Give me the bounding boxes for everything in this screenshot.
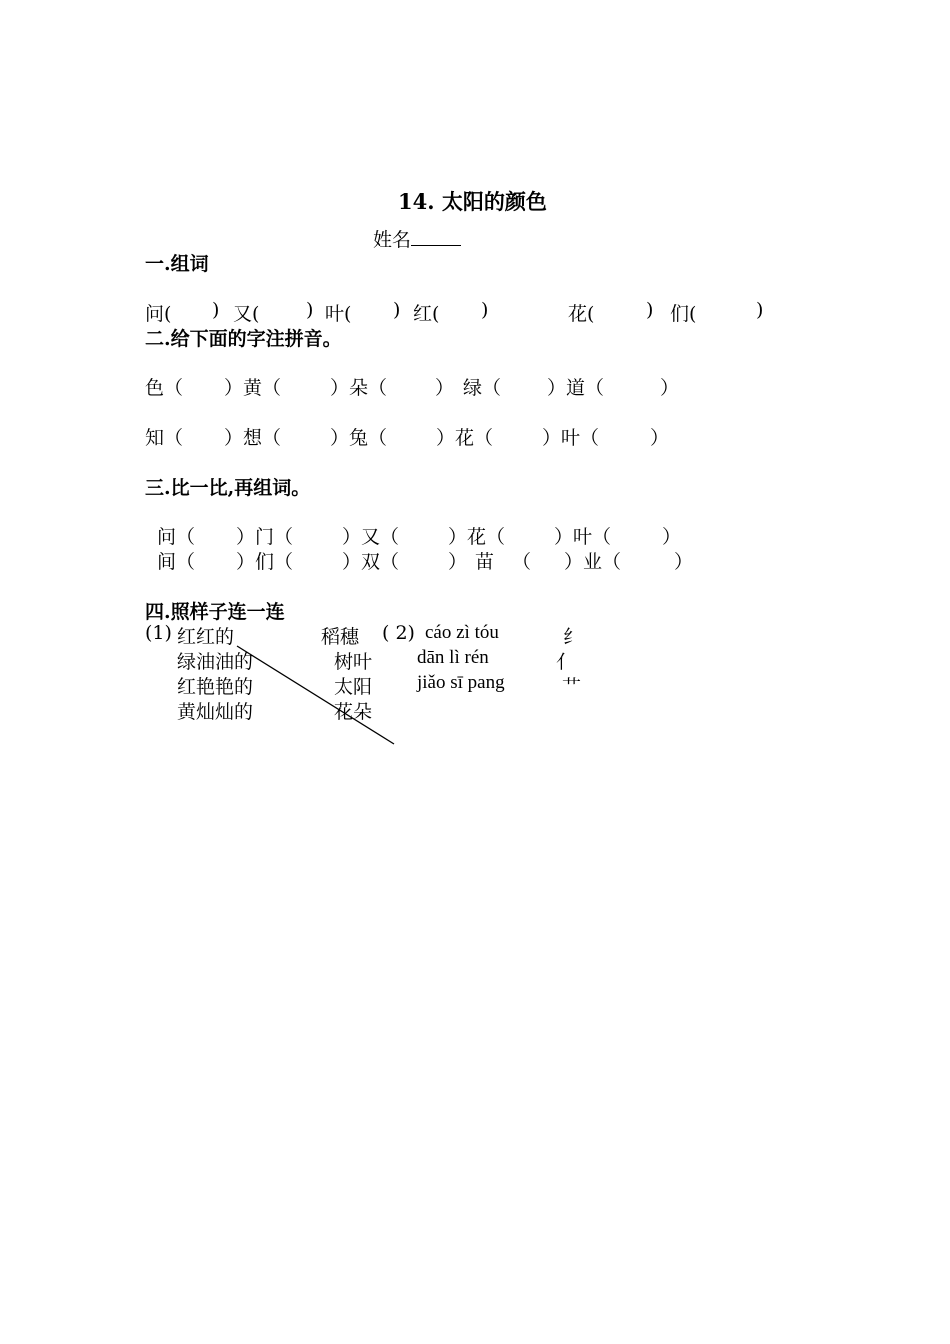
s3-item: 间（	[157, 551, 196, 573]
s3-item: 问（	[157, 526, 196, 548]
s3-item: 苗	[475, 551, 495, 573]
part-1-label: (1)	[145, 622, 172, 644]
name-label: 姓名	[373, 229, 412, 251]
s1-item: 问(	[145, 303, 172, 325]
s1-item: )	[756, 299, 764, 321]
s3-item: ）门（	[236, 526, 294, 548]
s2-item: ）兔（	[330, 427, 388, 449]
section-1-heading: 一.组词	[145, 253, 209, 275]
s2-item: 知（	[145, 427, 184, 449]
s3-item: ）	[448, 551, 468, 573]
part-2-label: ( 2)	[382, 622, 415, 644]
s3-item: （	[512, 551, 532, 573]
s2-item: ）	[435, 377, 455, 399]
match-left-item[interactable]: 红艳艳的	[177, 676, 254, 698]
connector-line	[237, 646, 394, 744]
s3-item: ）又（	[342, 526, 400, 548]
s2-item: ）道（	[547, 377, 605, 399]
s1-item: )	[481, 299, 489, 321]
s2-item: ）想（	[224, 427, 282, 449]
match-right-item[interactable]: 花朵	[334, 701, 373, 723]
match-right-item[interactable]: 稻穗	[321, 626, 360, 648]
s1-item: )	[212, 299, 220, 321]
s2-item: ）黄（	[224, 377, 282, 399]
s3-item: ）	[674, 551, 694, 573]
section-2-heading: 二.给下面的字注拼音。	[145, 328, 342, 350]
s1-item: 花(	[568, 303, 595, 325]
s1-item: )	[646, 299, 654, 321]
s1-item: 红(	[413, 303, 440, 325]
match-right-item[interactable]: 太阳	[334, 676, 373, 698]
s3-item: ）花（	[448, 526, 506, 548]
radical-item[interactable]: 亻	[556, 651, 576, 673]
radical-item[interactable]: 艹	[562, 676, 582, 698]
s3-item: ）叶（	[554, 526, 612, 548]
s2-item: 色（	[145, 377, 184, 399]
s3-item: ）双（	[342, 551, 400, 573]
pinyin-item[interactable]: jiǎo sī pang	[417, 672, 505, 693]
page-title: 14. 太阳的颜色	[398, 189, 547, 214]
section-3-heading: 三.比一比,再组词。	[145, 477, 311, 499]
radical-item[interactable]: 纟	[563, 626, 583, 648]
s2-item: ）朵（	[330, 377, 388, 399]
s3-item: ）业（	[564, 551, 622, 573]
match-left-item[interactable]: 绿油油的	[177, 651, 254, 673]
s2-item: ）	[650, 427, 670, 449]
s3-item: ）	[662, 526, 682, 548]
s2-item: 绿（	[463, 377, 502, 399]
section-4-heading: 四.照样子连一连	[145, 601, 285, 623]
match-left-item[interactable]: 黄灿灿的	[177, 701, 254, 723]
pinyin-item[interactable]: cáo zì tóu	[425, 622, 499, 643]
pinyin-item[interactable]: dān lì rén	[417, 647, 489, 668]
s2-item: ）	[660, 377, 680, 399]
match-left-item[interactable]: 红红的	[177, 626, 235, 648]
s1-item: 又(	[233, 303, 260, 325]
match-right-item[interactable]: 树叶	[334, 651, 373, 673]
s2-item: ）花（	[436, 427, 494, 449]
s1-item: )	[393, 299, 401, 321]
s1-item: 叶(	[325, 303, 352, 325]
s1-item: 们(	[670, 303, 697, 325]
s1-item: )	[306, 299, 314, 321]
s2-item: ）叶（	[542, 427, 600, 449]
s3-item: ）们（	[236, 551, 294, 573]
